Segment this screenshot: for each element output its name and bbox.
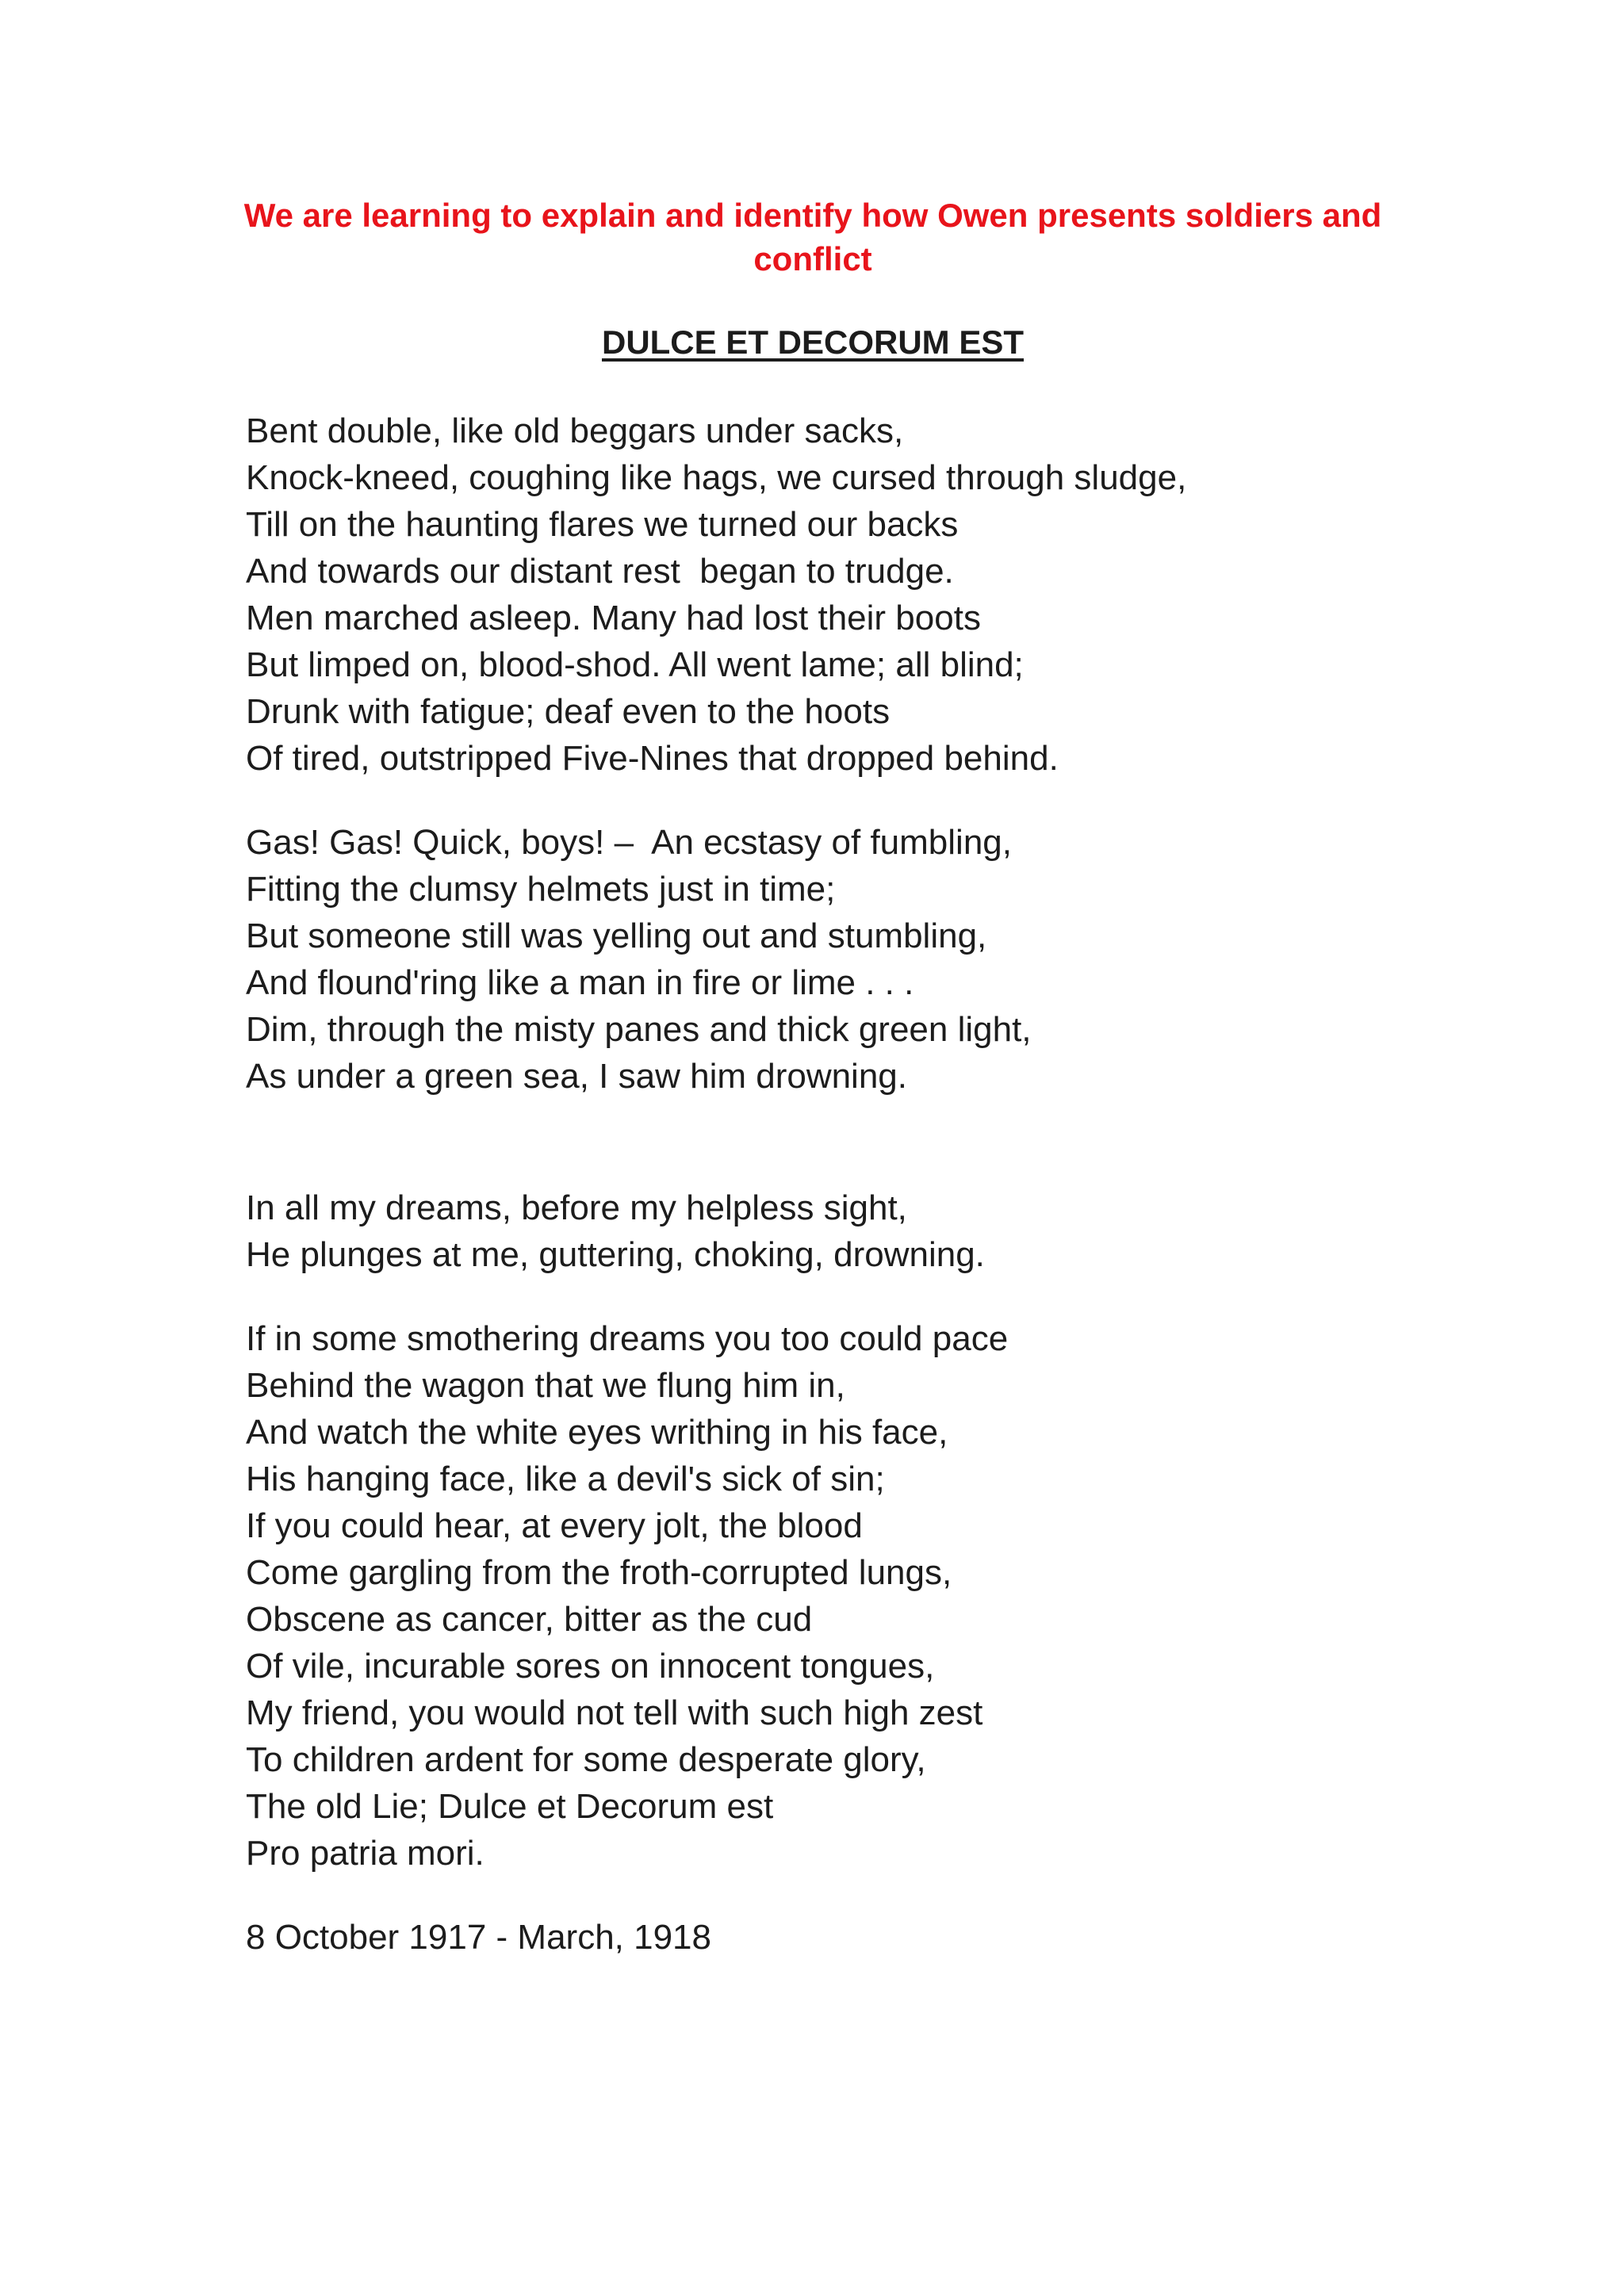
poem-line: He plunges at me, guttering, choking, drowning. [246, 1235, 985, 1274]
poem-line: My friend, you would not tell with such high zest [246, 1693, 983, 1732]
learning-objective: We are learning to explain and identify how Owen presents soldiers and conflict [243, 197, 1382, 277]
poem-line: The old Lie; Dulce et Decorum est [246, 1787, 774, 1826]
poem-line: Bent double, like old beggars under sacks, [246, 411, 904, 450]
poem-line: Come gargling from the froth-corrupted lungs, [246, 1553, 952, 1592]
poem-line: But limped on, blood-shod. All went lame; all blind; [246, 645, 1024, 684]
poem-line: Knock-kneed, coughing like hags, we cursed through sludge, [246, 458, 1187, 497]
poem-line: But someone still was yelling out and stumbling, [246, 916, 987, 955]
poem-line: Gas! Gas! Quick, boys! – An ecstasy of fumbling, [246, 823, 1012, 862]
poem-line: Behind the wagon that we flung him in, [246, 1366, 845, 1405]
poem-line: Pro patria mori. [246, 1834, 485, 1873]
poem-line: Of vile, incurable sores on innocent tongues, [246, 1647, 935, 1686]
poem-body [246, 408, 1435, 1961]
poem-line: If you could hear, at every jolt, the blood [246, 1506, 863, 1545]
stanza-4 [246, 1315, 1435, 1877]
poem-line: Men marched asleep. Many had lost their boots [246, 599, 981, 637]
poem-line: And towards our distant rest began to trudge. [246, 552, 954, 591]
poem-line: Drunk with fatigue; deaf even to the hoots [246, 692, 891, 731]
poem-line: As under a green sea, I saw him drowning. [246, 1057, 908, 1096]
poem-line: His hanging face, like a devil's sick of sin; [246, 1460, 885, 1498]
poem-line: In all my dreams, before my helpless sight, [246, 1188, 907, 1227]
stanza-3 [246, 1184, 1435, 1278]
poem-line: Obscene as cancer, bitter as the cud [246, 1600, 813, 1639]
poem-line: Till on the haunting flares we turned our backs [246, 505, 959, 544]
poem-line: Dim, through the misty panes and thick green light, [246, 1010, 1032, 1049]
poem-line: Of tired, outstripped Five-Nines that dropped behind. [246, 739, 1059, 778]
poem-title: DULCE ET DECORUM EST [601, 323, 1024, 361]
stanza-1 [246, 408, 1435, 782]
stanza-2 [246, 819, 1435, 1100]
poem-line: And watch the white eyes writhing in his face, [246, 1413, 948, 1452]
poem-line: And flound'ring like a man in fire or lime . . . [246, 963, 914, 1002]
poem-line: To children ardent for some desperate glory, [246, 1740, 926, 1779]
poem-date: 8 October 1917 - March, 1918 [246, 1918, 711, 1957]
poem-line: If in some smothering dreams you too could pace [246, 1319, 1009, 1358]
poem-line: Fitting the clumsy helmets just in time; [246, 870, 836, 909]
